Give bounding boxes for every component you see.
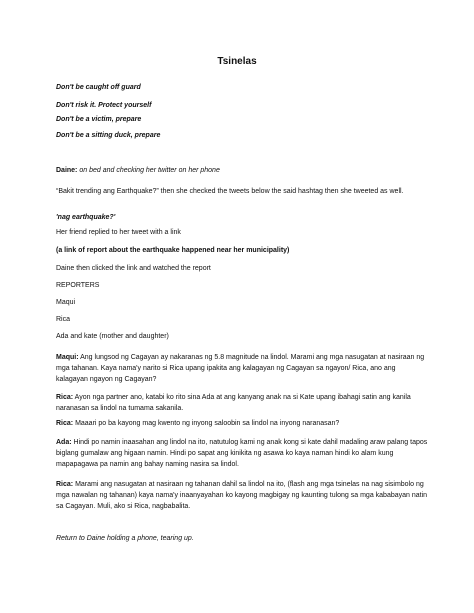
speaker-label: Rica: xyxy=(56,481,74,488)
slogan-4: Don't be a sitting duck, prepare xyxy=(56,132,161,139)
reporter-1: Maqui xyxy=(56,299,76,306)
document-title: Tsinelas xyxy=(217,56,257,67)
speaker-label: Rica: xyxy=(56,420,74,427)
daine-label: Daine: xyxy=(56,167,78,174)
dialogue-maqui xyxy=(56,352,428,385)
closing-direction: Return to Daine holding a phone, tearing up. xyxy=(56,535,194,542)
daine-direction: on bed and checking her twitter on her phone xyxy=(79,167,220,174)
dialogue-rica-3 xyxy=(56,479,428,512)
reply-line: Her friend replied to her tweet with a link xyxy=(56,229,181,236)
dialogue-text: Ang lungsod ng Cagayan ay nakaranas ng 5.8 magnitude na lindol. Marami ang mga nasugatan at nasiraan ng mga tahanan. Kaya nama'y narito si Rica upang ipakita ang kalagayan ng Cagayan sa ngayon/ Rica, ano ang kalagayan ngayon ng Cagayan? xyxy=(56,354,425,383)
speaker-label: Ada: xyxy=(56,439,72,446)
dialogue-text: Maaari po ba kayong mag kwento ng inyong saloobin sa lindol na inyong naranasan? xyxy=(73,420,340,427)
dialogue-rica-2 xyxy=(56,418,428,429)
reporter-3: Ada and kate (mother and daughter) xyxy=(56,333,169,340)
slogan-2: Don't risk it. Protect yourself xyxy=(56,102,152,109)
daine-quote: “Bakit trending ang Earthquake?” then she checked the tweets below the said hashtag then she tweeted as well. xyxy=(56,188,404,195)
daine-stage-direction xyxy=(56,165,428,176)
reporter-2: Rica xyxy=(56,316,71,323)
dialogue-ada xyxy=(56,437,428,470)
reporters-heading: REPORTERS xyxy=(56,282,100,289)
watched-line: Daine then clicked the link and watched the report xyxy=(56,265,211,272)
link-note: (a link of report about the earthquake happened near her municipality) xyxy=(56,247,290,254)
dialogue-rica-1 xyxy=(56,392,428,414)
dialogue-text: Marami ang nasugatan at nasiraan ng tahanan dahil sa lindol na ito, (flash ang mga tsinelas na nag sisimbolo ng mga nawalan ng tahanan) kaya nama'y inaanyayahan ko kayong magbigay ng kaunting tulong sa mga kababayan natin sa Cagayan. Muli, ako si Rica, nagbabalita. xyxy=(56,481,428,510)
tweet-text: 'nag earthquake?' xyxy=(56,214,116,221)
slogan-3: Don't be a victim, prepare xyxy=(56,116,142,123)
speaker-label: Rica: xyxy=(56,394,74,401)
dialogue-text: Ayon nga partner ano, katabi ko rito sina Ada at ang kanyang anak na si Kate upang ibahagi satin ang kanila naranasan sa lindol na tumama sakanila. xyxy=(56,394,411,412)
dialogue-text: Hindi po namin inaasahan ang lindol na ito, natutulog kami ng anak kong si kate dahil madaling araw palang tapos biglang gumalaw ang higaan namin. Hindi po sapat ang kinikita ng asawa ko kaya naman hindi ko alam kung mapapagawa pa namin ang bahay naming nasira sa lindol. xyxy=(56,439,428,468)
slogan-1: Don't be caught off guard xyxy=(56,84,141,91)
speaker-label: Maqui: xyxy=(56,354,79,361)
